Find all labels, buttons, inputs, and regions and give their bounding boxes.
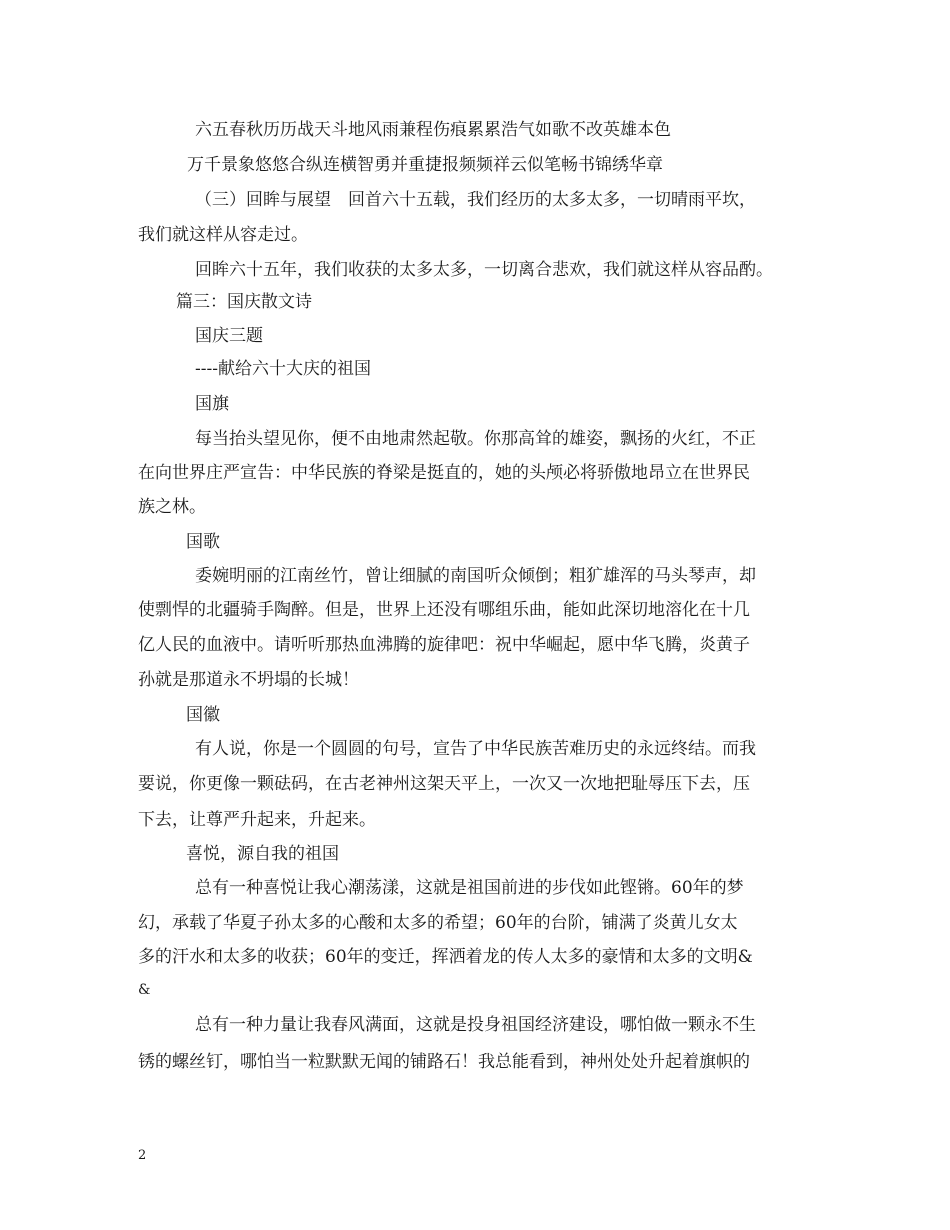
text-line: &: [138, 982, 151, 998]
text-line: 亿人民的血液中。请听听那热血沸腾的旋律吧：祝中华崛起，愿中华飞腾，炎黄子: [138, 635, 750, 655]
text-line: 委婉明丽的江南丝竹，曾让细腻的南国听众倾倒；粗犷雄浑的马头琴声，却: [195, 566, 756, 586]
text-line: （三）回眸与展望 回首六十五载，我们经历的太多太多，一切晴雨平坎，: [195, 190, 756, 210]
text-line: 族之林。: [138, 497, 206, 517]
text-line: 总有一种力量让我春风满面，这就是投身祖国经济建设，哪怕做一颗永不生: [195, 1015, 756, 1035]
page-number: 2: [138, 1148, 147, 1163]
text-line: 幻，承载了华夏子孙太多的心酸和太多的希望；60年的台阶，铺满了炎黄儿女太: [138, 913, 738, 933]
text-line: 锈的螺丝钉，哪怕当一粒默默无闻的铺路石！我总能看到，神州处处升起着旗帜的: [138, 1052, 750, 1072]
text-line: 万千景象悠悠合纵连横智勇并重捷报频频祥云似笔畅书锦绣华章: [187, 155, 663, 175]
text-line: 国庆三题: [195, 326, 263, 346]
text-line: 在向世界庄严宣告：中华民族的脊梁是挺直的，她的头颅必将骄傲地昂立在世界民: [138, 463, 750, 483]
subheading: 国旗: [195, 394, 229, 414]
text-line: 总有一种喜悦让我心潮荡漾，这就是祖国前进的步伐如此铿锵。60年的梦: [195, 878, 744, 898]
text-line: 使剽悍的北疆骑手陶醉。但是，世界上还没有哪组乐曲，能如此深切地溶化在十几: [138, 600, 750, 620]
text-line: 有人说，你是一个圆圆的句号，宣告了中华民族苦难历史的永远终结。而我: [195, 739, 756, 759]
text-line: 每当抬头望见你，便不由地肃然起敬。你那高耸的雄姿，飘扬的火红，不正: [195, 429, 756, 449]
text-line: 下去，让尊严升起来，升起来。: [138, 810, 376, 830]
text-line: 我们就这样从容走过。: [138, 225, 308, 245]
subheading: 国歌: [186, 532, 220, 552]
text-line: 多的汗水和太多的收获；60年的变迁，挥洒着龙的传人太多的豪情和太多的文明&: [138, 947, 753, 967]
section-heading: 篇三：国庆散文诗: [176, 292, 312, 312]
text-line: ----献给六十大庆的祖国: [195, 359, 371, 379]
text-line: 要说，你更像一颗砝码，在古老神州这架天平上，一次又一次地把耻辱压下去，压: [138, 774, 750, 794]
subheading: 国徽: [186, 705, 220, 725]
text-line: 回眸六十五年，我们收获的太多太多，一切离合悲欢，我们就这样从容品酌。: [195, 260, 773, 280]
text-line: 六五春秋历历战天斗地风雨兼程伤痕累累浩气如歌不改英雄本色: [195, 120, 671, 140]
subheading: 喜悦，源自我的祖国: [186, 844, 339, 864]
text-line: 孙就是那道永不坍塌的长城！: [138, 670, 359, 690]
